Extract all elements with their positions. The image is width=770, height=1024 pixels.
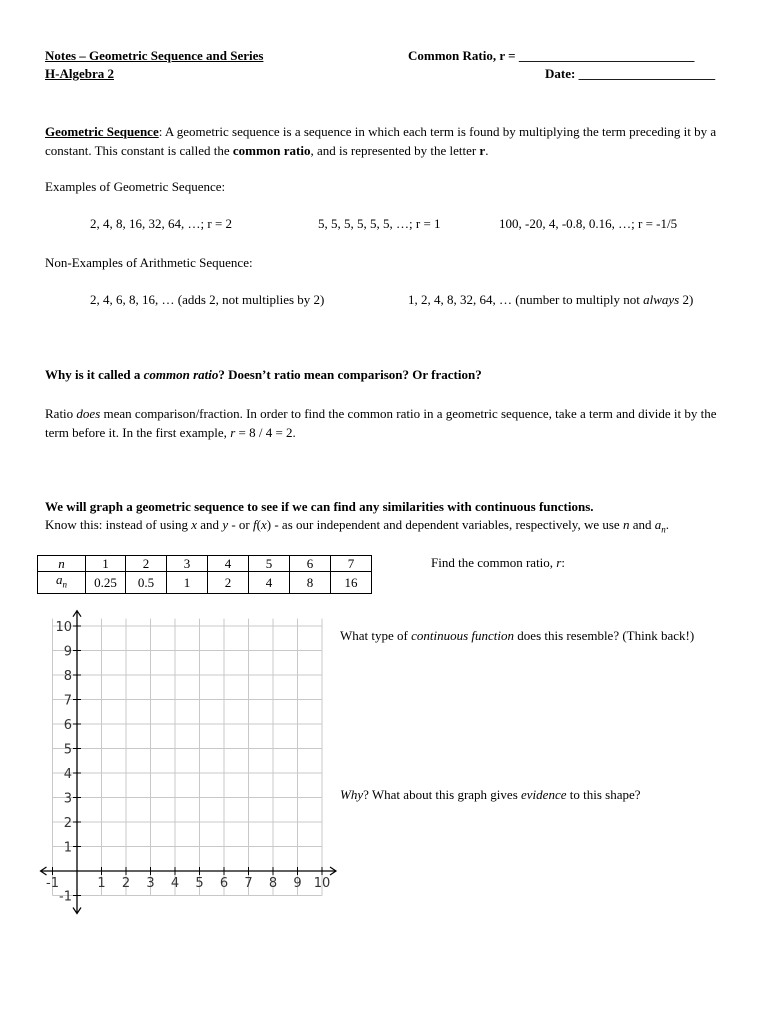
definition-term: Geometric Sequence <box>45 124 159 139</box>
table-cell: 6 <box>290 556 331 572</box>
question-function-type: What type of continuous function does this resemble? (Think back!) <box>340 628 695 643</box>
question-common-ratio: Find the common ratio, r: <box>431 555 565 570</box>
course-name: H-Algebra 2 <box>45 66 114 81</box>
y-tick-label: -1 <box>59 889 72 905</box>
examples-heading: Examples of Geometric Sequence: <box>45 179 226 194</box>
y-tick-label: 5 <box>63 742 72 758</box>
why-answer-end: = 8 / 4 = 2. <box>235 425 296 440</box>
why-answer-text: Ratio <box>45 406 77 421</box>
y-tick-label: 3 <box>63 791 72 807</box>
n-header: n <box>38 556 86 572</box>
x-tick-label: 2 <box>121 876 131 891</box>
common-ratio-term: common ratio <box>232 143 311 158</box>
table-cell: 1 <box>86 556 126 572</box>
document-title: Notes – Geometric Sequence and Series <box>45 48 264 63</box>
why-answer-italic: does <box>76 406 101 421</box>
x-tick-label: -1 <box>46 876 59 891</box>
table-cell: 8 <box>290 572 331 594</box>
y-tick-label: 10 <box>55 620 72 635</box>
example-2: 5, 5, 5, 5, 5, 5, …; r = 1 <box>318 216 441 231</box>
table-cell: 4 <box>249 572 290 594</box>
date-label: Date: <box>545 66 579 81</box>
x-tick-label: 5 <box>195 876 204 891</box>
common-ratio-blank: ___________________________ <box>518 48 695 63</box>
x-tick-label: 4 <box>170 876 180 891</box>
x-tick-label: 10 <box>313 876 331 891</box>
why-question-end: ? Doesn’t ratio mean comparison? Or fraction? <box>218 367 482 382</box>
graphing-heading: We will graph a geometric sequence to see if we can find any similarities with continuous functions. <box>45 499 594 514</box>
why-question-text: Why is it called a <box>45 367 144 382</box>
x-tick-label: 6 <box>219 876 229 891</box>
table-cell: 16 <box>331 572 372 594</box>
y-tick-label: 6 <box>63 718 72 733</box>
y-tick-label: 2 <box>63 816 72 831</box>
x-tick-label: 7 <box>244 876 253 891</box>
table-cell: 5 <box>249 556 290 572</box>
table-cell: 3 <box>167 556 208 572</box>
definition-end: . <box>485 143 489 158</box>
x-tick-label: 8 <box>268 876 278 891</box>
example-1: 2, 4, 8, 16, 32, 64, …; r = 2 <box>90 216 233 231</box>
non-example-1: 2, 4, 6, 8, 16, … (adds 2, not multiplies by 2) <box>90 292 325 307</box>
table-cell: 0.25 <box>86 572 126 594</box>
common-ratio-label: Common Ratio, r = <box>408 48 519 63</box>
y-tick-label: 1 <box>63 840 72 856</box>
non-example-2-end: 2) <box>679 292 694 307</box>
y-tick-label: 8 <box>63 669 72 684</box>
question-evidence: Why? What about this graph gives evidence to this shape? <box>340 787 641 802</box>
why-answer-text-2: mean comparison/fraction. In order to find the common ratio in a geometric sequence, take a term and divide it by the term before it. In the first example, <box>45 406 717 440</box>
non-example-2-italic: always <box>643 292 680 307</box>
x-tick-label: 1 <box>97 876 106 891</box>
x-tick-label: 3 <box>146 876 155 891</box>
y-tick-label: 4 <box>63 767 72 782</box>
non-example-2-text: 1, 2, 4, 8, 32, 64, … (number to multiply not <box>408 292 644 307</box>
table-cell: 2 <box>126 556 167 572</box>
variables-note: Know this: instead of using x and y - or f(x) - as our independent and dependent variables, respectively, we use n and $a_n$. <box>45 517 669 535</box>
y-tick-label: 7 <box>63 693 72 709</box>
table-cell: 0.5 <box>126 572 167 594</box>
definition-text: : A geometric sequence is a sequence in which each term is found by multiplying the term preceding it by a constant. This constant is called the <box>45 124 717 158</box>
example-3: 100, -20, 4, -0.8, 0.16, …; r = -1/5 <box>499 216 678 231</box>
definition-text-2: , and is represented by the letter <box>310 143 480 158</box>
an-header: $a_n$ <box>38 572 86 594</box>
why-question-italic: common ratio <box>143 367 219 382</box>
why-answer-r: r <box>230 425 236 440</box>
y-tick-label: 9 <box>63 644 72 660</box>
table-cell: 4 <box>208 556 249 572</box>
date-blank: _____________________ <box>578 66 716 81</box>
table-cell: 7 <box>331 556 372 572</box>
x-tick-label: 9 <box>293 876 302 891</box>
ratio-letter: r <box>479 143 486 158</box>
table-cell: 1 <box>167 572 208 594</box>
table-cell: 2 <box>208 572 249 594</box>
non-examples-heading: Non-Examples of Arithmetic Sequence: <box>45 255 253 270</box>
